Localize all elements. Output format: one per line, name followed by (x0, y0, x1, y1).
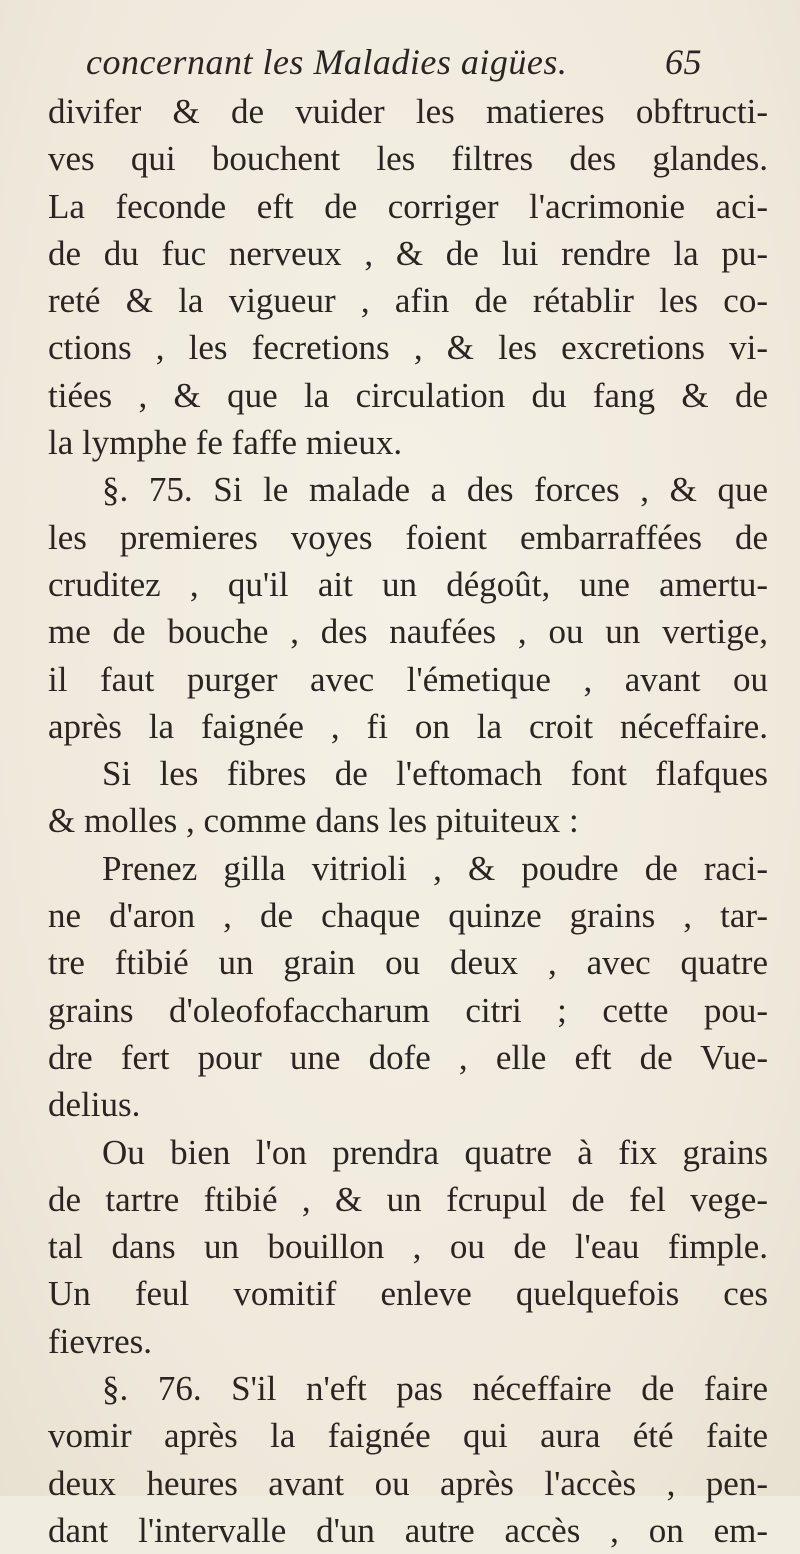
text-line: ctions , les fecretions , & les excretions vi- (48, 328, 768, 368)
text-line: ves qui bouchent les filtres des glandes. (48, 139, 768, 179)
text-line: vomir après la faignée qui aura été faite (48, 1416, 768, 1456)
text-line: de tartre ftibié , & un fcrupul de fel vege- (48, 1179, 768, 1219)
page-number: 65 (665, 42, 702, 82)
text-line: tiées , & que la circulation du fang & de (48, 375, 768, 415)
text-line: reté & la vigueur , afin de rétablir les co- (48, 281, 768, 321)
text-line: dre fert pour une dofe , elle eft de Vue- (48, 1037, 768, 1077)
text-line: la lymphe fe faffe mieux. (48, 423, 403, 463)
text-line: dant l'intervalle d'un autre accès , on em- (48, 1510, 768, 1550)
text-line: me de bouche , des naufées , ou un vertige, (48, 612, 768, 652)
text-line: grains d'oleofofaccharum citri ; cette pou- (48, 990, 768, 1030)
section-76-start: §. 76. S'il n'eft pas néceffaire de faire (102, 1369, 768, 1409)
text-line: divifer & de vuider les matieres obftructi- (48, 92, 768, 131)
text-line: cruditez , qu'il ait un dégoût, une amertu- (48, 564, 768, 604)
section-75-start: §. 75. Si le malade a des forces , & que (102, 470, 768, 510)
text-line: fievres. (48, 1321, 152, 1361)
text-line: après la faignée , fi on la croit néceffaire. (48, 706, 768, 746)
prescription-line: Prenez gilla vitrioli , & poudre de raci- (102, 848, 768, 888)
text-line: deux heures avant ou après l'accès , pen- (48, 1463, 768, 1503)
body-text (48, 88, 768, 1554)
text-line: tre ftibié un grain ou deux , avec quatre (48, 943, 768, 983)
text-line: les premieres voyes foient embarraffées de (48, 517, 768, 557)
text-line: ne d'aron , de chaque quinze grains , tar- (48, 896, 768, 936)
running-head (86, 38, 702, 86)
text-line: & molles , comme dans les pituiteux : (48, 801, 579, 841)
text-line: de du fuc nerveux , & de lui rendre la pu- (48, 233, 768, 273)
text-line: tal dans un bouillon , ou de l'eau fimple. (48, 1227, 768, 1267)
text-line: il faut purger avec l'émetique , avant ou (48, 659, 768, 699)
text-line: Ou bien l'on prendra quatre à fix grains (102, 1132, 768, 1172)
running-head-title: concernant les Maladies aigües. (86, 42, 568, 82)
text-line: Si les fibres de l'eftomach font flafques (102, 754, 768, 794)
text-line: delius. (48, 1085, 141, 1125)
text-line: Un feul vomitif enleve quelquefois ces (48, 1274, 768, 1314)
text-line: La feconde eft de corriger l'acrimonie aci- (48, 186, 768, 226)
